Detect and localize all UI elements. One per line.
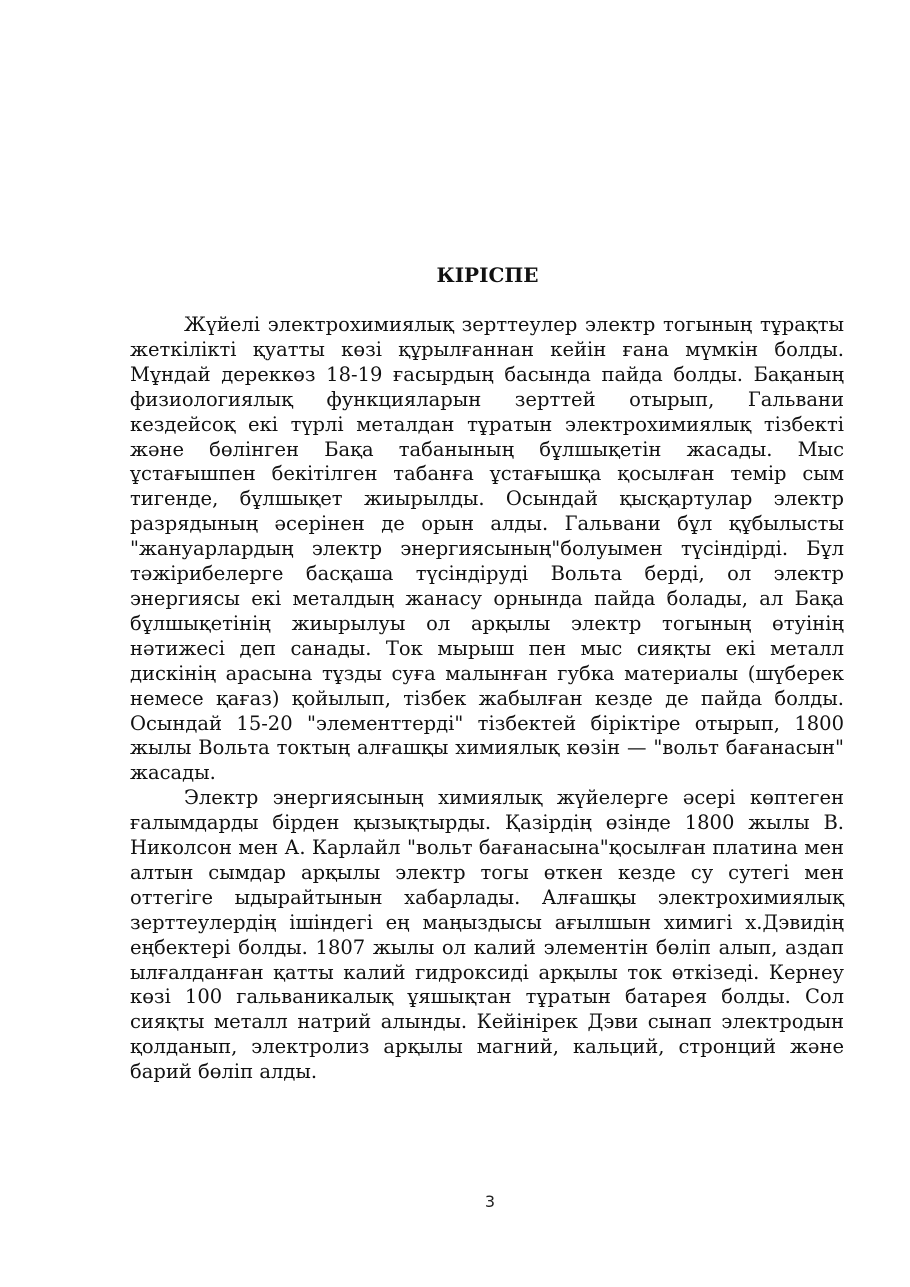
page-content bbox=[130, 262, 844, 1085]
page-number: 3 bbox=[484, 1192, 496, 1211]
paragraph-2: Электр энергиясының химиялық жүйелерге әсері көптеген ғалымдарды бірден қызықтырды. Қазірдің өзінде 1800 жылы В. Николсон мен А. Карлайл "вольт бағанасына"қосылған платина мен алтын сымдар арқылы электр тогы өткен кезде су сутегі мен оттегіге ыдырайтынын хабарлады. Алғашқы электрохимиялық зерттеулердің ішіндегі ең маңыздысы ағылшын химигі х.Дэвидің еңбектері болды. 1807 жылы ол калий элементін бөліп алып, аздап ылғалданған қатты калий гидроксиді арқылы ток өткізеді. Кернеу көзі 100 гальваникалық ұяшықтан тұратын батарея болды. Сол сияқты металл натрий алынды. Кейінірек Дэви сынап электродын қолданып, электролиз арқылы магний, кальций, стронций және барий бөліп алды. bbox=[130, 786, 844, 1084]
page-title: КІРІСПЕ bbox=[436, 263, 539, 287]
paragraph-1: Жүйелі электрохимиялық зерттеулер электр тогының тұрақты жеткілікті қуатты көзі құрылғаннан кейін ғана мүмкін болды. Мұндай дереккөз 18-19 ғасырдың басында пайда болды. Бақаның физиологиялық функцияларын зерттей отырып, Гальвани кездейсоқ екі түрлі металдан тұратын электрохимиялық тізбекті және бөлінген Бақа табанының бұлшықетін жасады. Мыс ұстағышпен бекітілген табанға ұстағышқа қосылған темір сым тигенде, бұлшықет жиырылды. Осындай қысқартулар электр разрядының әсерінен де орын алды. Гальвани бұл құбылысты "жануарлардың электр энергиясының"болуымен түсіндірді. Бұл тәжірибелерге басқаша түсіндіруді Вольта берді, ол электр энергиясы екі металдың жанасу орнында пайда болады, ал Бақа бұлшықетінің жиырылуы ол арқылы электр тогының өтуінің нәтижесі деп санады. Ток мырыш пен мыс сияқты екі металл дискінің арасына тұзды суға малынған губка материалы (шүберек немесе қағаз) қойылып, тізбек жабылған кезде де пайда болды. Осындай 15-20 "элементтерді" тізбектей біріктіре отырып, 1800 жылы Вольта токтың алғашқы химиялық көзін — "вольт бағанасын" жасады. bbox=[130, 313, 844, 785]
